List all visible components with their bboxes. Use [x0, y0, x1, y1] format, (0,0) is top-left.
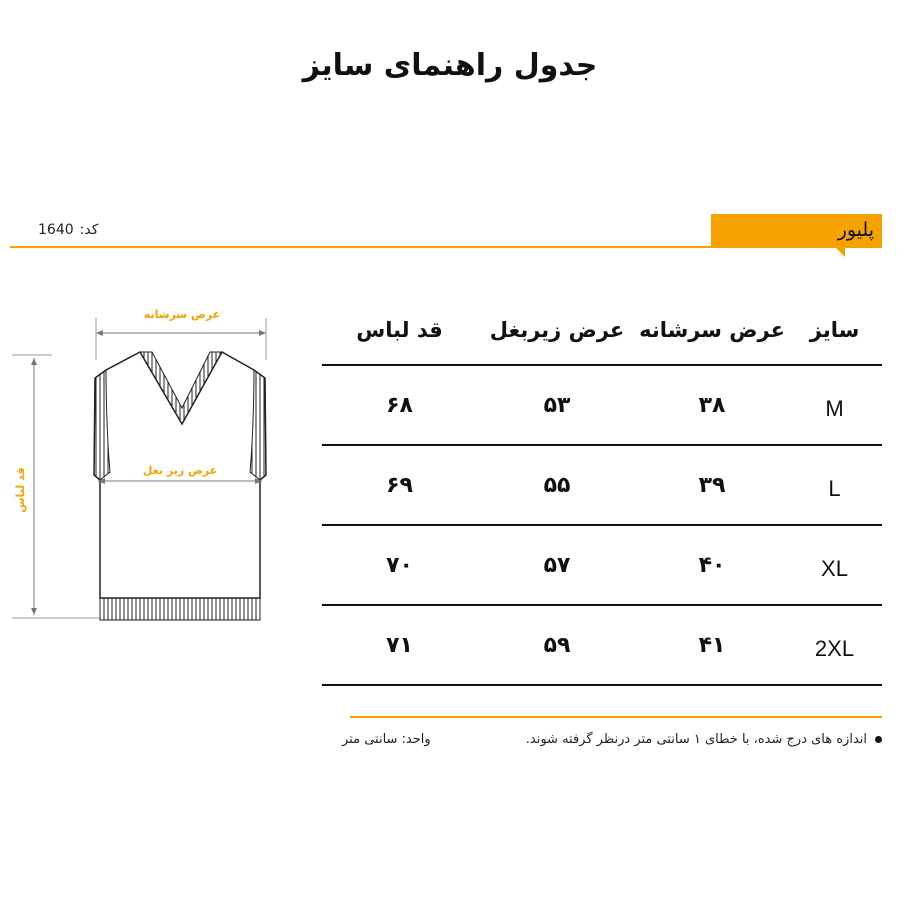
product-code-label: کد:	[79, 222, 99, 238]
shoulder-cell: ۳۸	[637, 365, 787, 445]
table-row	[322, 605, 882, 685]
armpit-cell: ۵۳	[477, 365, 637, 445]
header-size: سایز	[787, 296, 882, 365]
length-cell: ۶۸	[322, 365, 477, 445]
product-name: پلیور	[837, 219, 874, 241]
bullet-icon	[875, 736, 882, 743]
tolerance-note: اندازه های درج شده، با خطای ۱ سانتی متر درنظر گرفته شوند.	[525, 732, 867, 747]
length-cell: ۷۰	[322, 525, 477, 605]
size-cell: L	[787, 445, 882, 525]
size-cell: 2XL	[787, 605, 882, 685]
product-code-value: 1640	[38, 222, 74, 238]
product-code	[38, 222, 98, 238]
unit-note: واحد: سانتی متر	[342, 732, 431, 747]
notes	[342, 732, 882, 747]
length-cell: ۶۹	[322, 445, 477, 525]
header-armpit: عرض زیربغل	[477, 296, 637, 365]
shoulder-cell: ۳۹	[637, 445, 787, 525]
product-tab	[711, 214, 882, 247]
size-table	[322, 296, 882, 686]
shoulder-cell: ۴۱	[637, 605, 787, 685]
size-cell: XL	[787, 525, 882, 605]
armpit-cell: ۵۵	[477, 445, 637, 525]
header-shoulder: عرض سرشانه	[637, 296, 787, 365]
length-label: قد لباس	[14, 467, 27, 513]
length-cell: ۷۱	[322, 605, 477, 685]
shoulder-label: عرض سرشانه	[143, 308, 221, 321]
table-row	[322, 445, 882, 525]
size-cell: M	[787, 365, 882, 445]
armpit-label: عرض زیر بغل	[142, 464, 218, 477]
table-row	[322, 525, 882, 605]
tab-notch	[835, 247, 845, 257]
table-row	[322, 365, 882, 445]
page-title: جدول راهنمای سایز	[302, 48, 598, 83]
armpit-cell: ۵۷	[477, 525, 637, 605]
shoulder-cell: ۴۰	[637, 525, 787, 605]
footer-divider	[350, 716, 882, 718]
header-length: قد لباس	[322, 296, 477, 365]
table-header-row	[322, 296, 882, 365]
armpit-cell: ۵۹	[477, 605, 637, 685]
vest-diagram	[10, 300, 310, 630]
